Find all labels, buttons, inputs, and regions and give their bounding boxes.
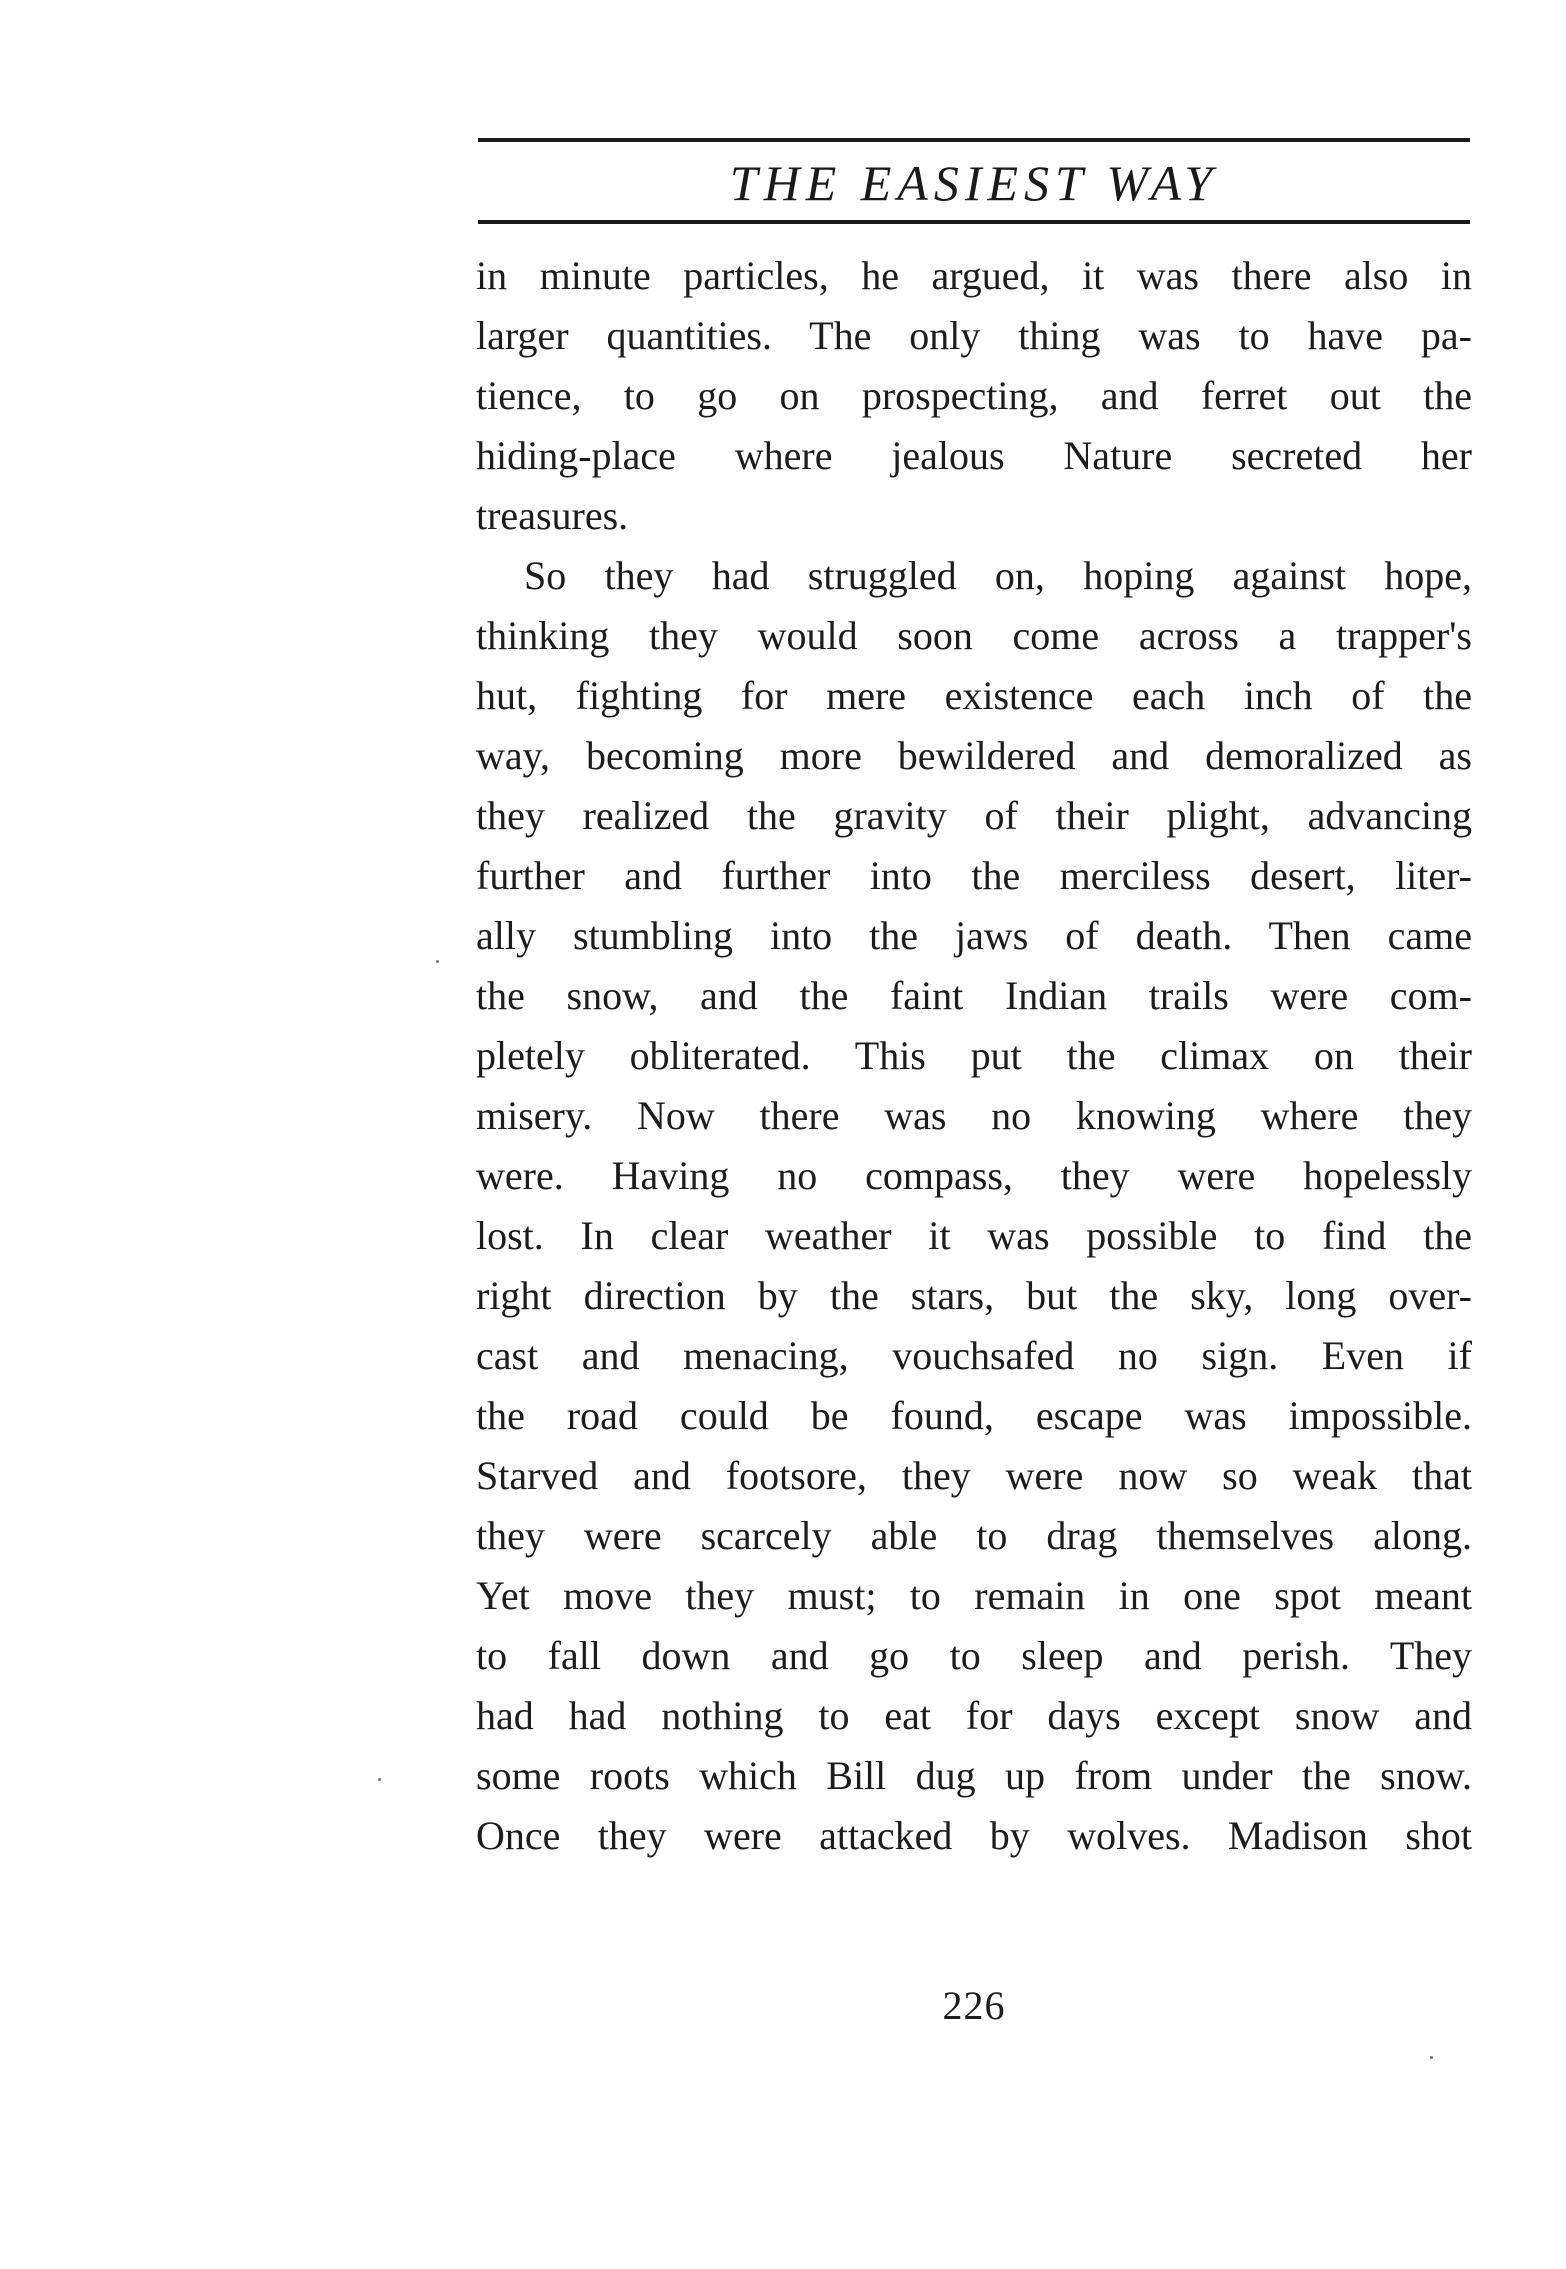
header-rule-bottom [478, 220, 1470, 224]
paragraph [476, 546, 1472, 1866]
text-line: the snow, and the faint Indian trails were com- [476, 973, 1472, 1018]
text-line: treasures. [476, 493, 629, 538]
text-line: they realized the gravity of their plight, advancing [476, 793, 1472, 838]
text-line: cast and menacing, vouchsafed no sign. Even if [476, 1333, 1472, 1378]
text-line: pletely obliterated. This put the climax on their [476, 1033, 1472, 1078]
text-line: lost. In clear weather it was possible to find the [476, 1213, 1472, 1258]
text-line: larger quantities. The only thing was to have pa- [476, 313, 1472, 358]
text-line: misery. Now there was no knowing where they [476, 1093, 1472, 1138]
header-rule-top [478, 138, 1470, 142]
text-line: Starved and footsore, they were now so weak that [476, 1453, 1472, 1498]
body-text [476, 246, 1472, 1866]
text-line: in minute particles, he argued, it was there also in [476, 253, 1472, 298]
speck [378, 1778, 381, 1781]
text-line: some roots which Bill dug up from under the snow. [476, 1753, 1472, 1798]
text-line: Yet move they must; to remain in one spot meant [476, 1573, 1472, 1618]
text-line: tience, to go on prospecting, and ferret out the [476, 373, 1472, 418]
text-line: thinking they would soon come across a trapper's [476, 613, 1472, 658]
speck [436, 960, 439, 963]
text-line: had had nothing to eat for days except snow and [476, 1693, 1472, 1738]
text-line: hiding-place where jealous Nature secreted her [476, 433, 1472, 478]
page-number: 226 [942, 1983, 1006, 2028]
speck [1430, 2056, 1433, 2059]
text-line: hut, fighting for mere existence each inch of the [476, 673, 1472, 718]
text-line: right direction by the stars, but the sky, long over- [476, 1273, 1472, 1318]
text-line: the road could be found, escape was impossible. [476, 1393, 1472, 1438]
text-line: to fall down and go to sleep and perish. They [476, 1633, 1472, 1678]
text-line: way, becoming more bewildered and demoralized as [476, 733, 1472, 778]
text-line: they were scarcely able to drag themselves along. [476, 1513, 1472, 1558]
text-line: further and further into the merciless desert, liter- [476, 853, 1472, 898]
text-line: So they had struggled on, hoping against hope, [524, 553, 1472, 598]
paragraph [476, 246, 1472, 546]
text-line: ally stumbling into the jaws of death. Then came [476, 913, 1472, 958]
running-head: THE EASIEST WAY [729, 155, 1219, 211]
text-line: Once they were attacked by wolves. Madison shot [476, 1813, 1472, 1858]
text-line: were. Having no compass, they were hopelessly [476, 1153, 1472, 1198]
